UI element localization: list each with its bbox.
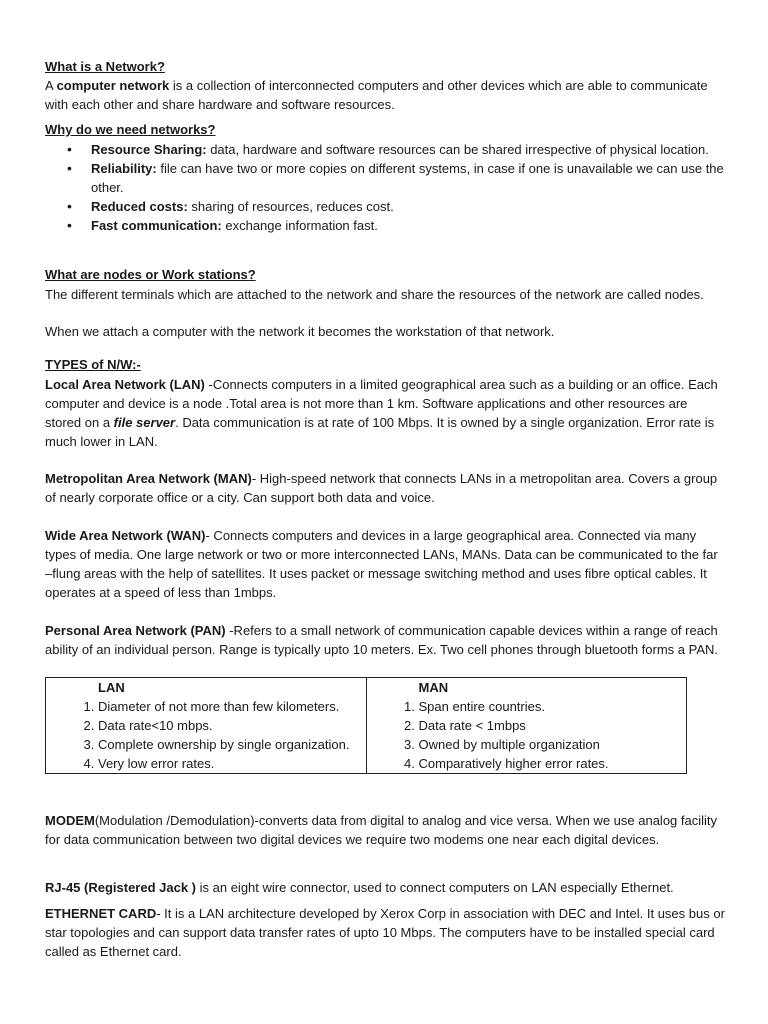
term-file-server: file server — [113, 415, 176, 430]
pan-paragraph: Personal Area Network (PAN) -Refers to a small network of communication capable devices within a range of reach ability of an individual person. Range is typically upto 10 meters. Ex. Two cell phones through bluetooth forms a PAN. — [45, 623, 718, 657]
man-column — [366, 678, 687, 774]
list-item: 3. Complete ownership by single organization. — [98, 735, 366, 754]
list-item: 2. Data rate<10 mbps. — [98, 716, 366, 735]
list-item: 1. Diameter of not more than few kilometers. — [98, 697, 366, 716]
heading-nodes: What are nodes or Work stations? — [45, 267, 256, 282]
list-item: • Reduced costs: sharing of resources, reduces cost. — [45, 197, 725, 216]
list-item: • Resource Sharing: data, hardware and software resources can be shared irrespective of physical location. — [45, 140, 725, 159]
ethernet-paragraph: ETHERNET CARD- It is a LAN architecture developed by Xerox Corp in association with DEC and Intel. It uses bus or star topologies and can support data transfer rates of upto 10 Mbps. The computers have to be installed special card called as Ethernet card. — [45, 906, 725, 959]
list-item: 4. Comparatively higher error rates. — [419, 754, 687, 773]
term-rj45: RJ-45 (Registered Jack ) — [45, 880, 197, 895]
lan-column-header: LAN — [98, 680, 125, 695]
lan-list — [46, 697, 366, 773]
term-ethernet-card: ETHERNET CARD — [45, 906, 157, 921]
list-item: 4. Very low error rates. — [98, 754, 366, 773]
list-item: 2. Data rate < 1mbps — [419, 716, 687, 735]
man-list — [367, 697, 687, 773]
list-item: • Fast communication: exchange information fast. — [45, 216, 725, 235]
man-paragraph: Metropolitan Area Network (MAN)- High-speed network that connects LANs in a metropolitan area. Covers a group of nearly corporate office or a city. Can support both data and voice. — [45, 471, 718, 505]
heading-types: TYPES of N/W:- — [45, 357, 141, 372]
term-lan: Local Area Network (LAN) — [45, 377, 205, 392]
modem-paragraph: MODEM(Modulation /Demodulation)-converts data from digital to analog and vice versa. When we use analog facility for data communication between two digital devices we require two modems one near each digital devices. — [45, 813, 718, 847]
term-computer-network: computer network — [56, 78, 170, 93]
lan-column — [46, 678, 367, 774]
rj45-paragraph: RJ-45 (Registered Jack ) is an eight wire connector, used to connect computers on LAN especially Ethernet. — [45, 880, 674, 895]
heading-what-is-network: What is a Network? — [45, 59, 165, 74]
term-wan: Wide Area Network (WAN) — [45, 528, 206, 543]
list-item: • Reliability: file can have two or more copies on different systems, in case if one is unavailable we can use the other. — [45, 159, 725, 197]
term-pan: Personal Area Network (PAN) — [45, 623, 226, 638]
network-definition: A computer network is a collection of interconnected computers and other devices which are able to communicate with each other and share hardware and software resources. — [45, 78, 708, 112]
lan-paragraph: Local Area Network (LAN) -Connects computers in a limited geographical area such as a building or an office. Each computer and device is a node .Total area is not more than 1 km. Software applications and other resources are stored on a file server. Data communication is at rate of 100 Mbps. It is owned by a single organization. Error rate is much lower in LAN. — [45, 377, 718, 449]
term-man: Metropolitan Area Network (MAN) — [45, 471, 252, 486]
workstation-definition: When we attach a computer with the network it becomes the workstation of that network. — [45, 324, 555, 339]
list-item: 3. Owned by multiple organization — [419, 735, 687, 754]
list-item: 1. Span entire countries. — [419, 697, 687, 716]
heading-why-networks: Why do we need networks? — [45, 122, 216, 137]
man-column-header: MAN — [418, 680, 449, 695]
nodes-definition: The different terminals which are attached to the network and share the resources of the network are called nodes. — [45, 287, 704, 302]
reasons-list — [45, 140, 725, 235]
lan-man-comparison-table — [45, 677, 687, 774]
wan-paragraph: Wide Area Network (WAN)- Connects computers and devices in a large geographical area. Connected via many types of media. One large network or two or more interconnected LANs, MANs. Data can be communicated to the far –flung areas with the help of satellites. It uses packet or message switching method and uses fibre optical cables. It operates at a speed of less than 1mbps. — [45, 528, 718, 600]
term-modem: MODEM — [45, 813, 95, 828]
